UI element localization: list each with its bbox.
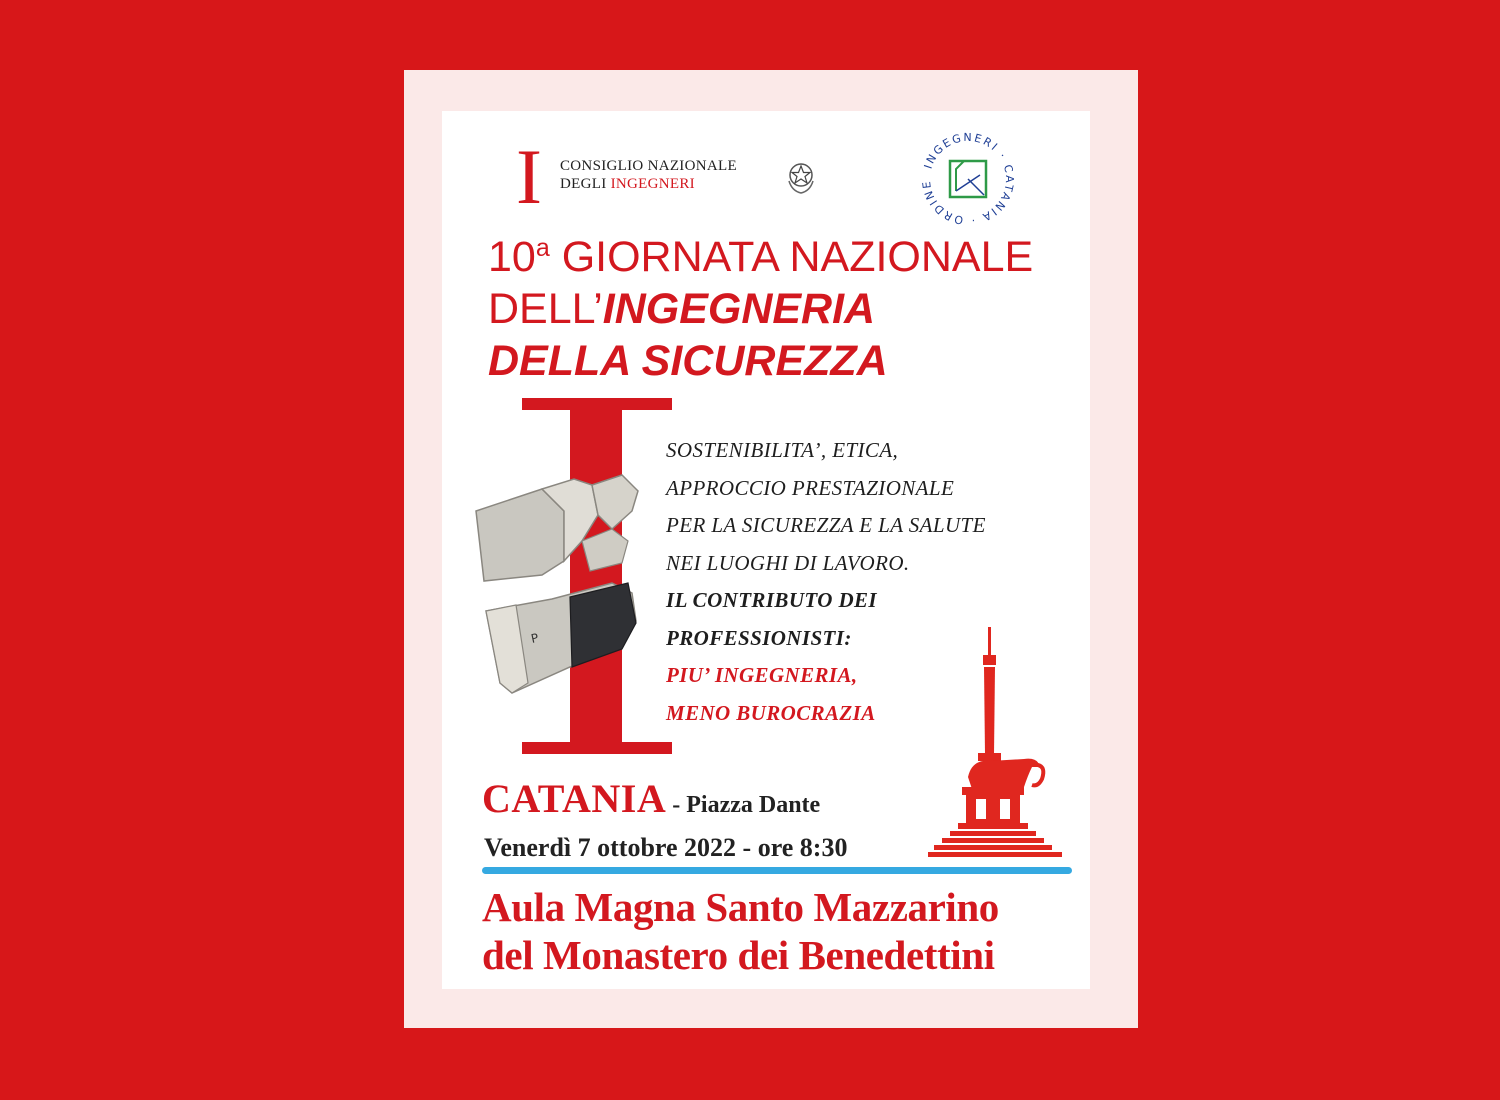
venue-line2: del Monastero dei Benedettini <box>482 932 995 978</box>
subtitle-line: APPROCCIO PRESTAZIONALE <box>666 475 955 500</box>
subtitle-red-line: MENO BUROCRAZIA <box>666 700 876 725</box>
elephant-fountain-monument-icon <box>928 627 1062 865</box>
event-date: Venerdì 7 ottobre 2022 - ore 8:30 <box>484 833 848 862</box>
event-title <box>488 231 1088 387</box>
subtitle-red-line: PIU’ INGEGNERIA, <box>666 663 858 687</box>
subtitle-line: SOSTENIBILITA’, ETICA, <box>666 438 899 462</box>
cni-line2-ingegneri: INGEGNERI <box>610 176 695 192</box>
event-location <box>482 775 820 822</box>
title-line2-dell: DELL’ <box>488 285 603 333</box>
cni-logo-initial: I <box>516 133 542 220</box>
location-city: CATANIA <box>482 776 667 821</box>
subtitle-bold-line: IL CONTRIBUTO DEI <box>666 588 877 612</box>
cni-line2-degli: DEGLI <box>560 176 607 192</box>
subtitle-line: NEI LUOGHI DI LAVORO. <box>666 550 910 575</box>
title-number: 10 <box>488 233 536 281</box>
location-place: - Piazza Dante <box>666 792 821 818</box>
subtitle-line: PER LA SICUREZZA E LA SALUTE <box>666 513 986 537</box>
cni-logo <box>516 133 756 220</box>
svg-text:P: P <box>529 630 540 646</box>
subtitle-bold-line: PROFESSIONISTI: <box>666 625 852 650</box>
title-line1-rest: GIORNATA NAZIONALE <box>549 233 1034 281</box>
work-gloves-image <box>472 471 642 701</box>
ordine-ingegneri-catania-logo <box>920 131 1016 227</box>
title-line2-ingegneria: INGEGNERIA <box>602 285 876 333</box>
title-ordinal: a <box>535 234 550 262</box>
venue-line1: Aula Magna Santo Mazzarino <box>482 884 999 930</box>
event-poster <box>442 111 1090 989</box>
event-venue <box>482 883 1082 979</box>
divider-line <box>482 867 1072 874</box>
title-line2 <box>488 283 1088 335</box>
title-line3: DELLA SICUREZZA <box>488 337 888 385</box>
svg-text:INGEGNERI · CATANIA · ORDINE: INGEGNERI · CATANIA · ORDINE <box>920 131 1016 227</box>
title-line1 <box>488 231 1088 283</box>
cni-logo-text <box>560 157 737 193</box>
italian-republic-emblem-icon <box>784 159 818 195</box>
cni-line2 <box>560 175 737 193</box>
cni-line1: CONSIGLIO NAZIONALE <box>560 158 737 174</box>
